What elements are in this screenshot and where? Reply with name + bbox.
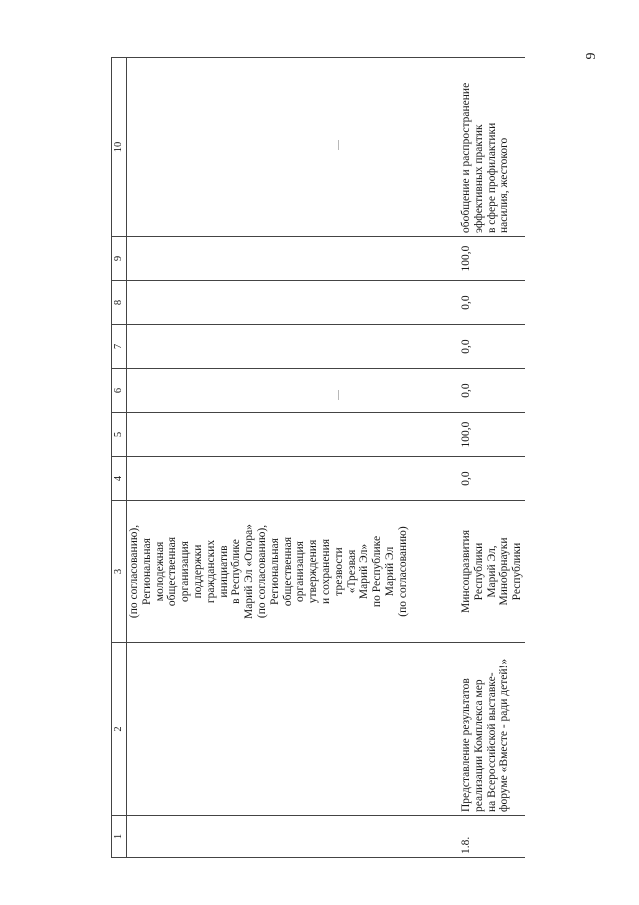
text-line: поддержки <box>191 544 204 599</box>
text-line: Марий Эл, <box>485 545 498 598</box>
value-cell-5: 100,0 <box>459 413 525 457</box>
text-line: реализации Комплекса мер <box>472 679 485 812</box>
text-line: (по согласованию), <box>255 524 268 619</box>
cell <box>127 643 460 816</box>
text-line: организация <box>294 541 307 602</box>
value-cell-4: 0,0 <box>459 457 525 501</box>
measures-table <box>111 57 525 858</box>
cell <box>127 369 460 413</box>
cell <box>127 325 460 369</box>
text-line: насилия, жестокого <box>498 137 511 233</box>
text-line: по Республике <box>371 535 384 608</box>
text-line: Республики <box>472 542 485 601</box>
rotated-table-wrapper <box>111 58 531 858</box>
col-header-3: 3 <box>112 501 127 643</box>
text-line: Представление результатов <box>460 678 472 812</box>
cell <box>127 413 460 457</box>
value-cell-9: 100,0 <box>459 237 525 281</box>
text-line: гражданских <box>204 539 217 604</box>
text-line: Марий Эл <box>383 546 396 597</box>
col-header-9: 9 <box>112 237 127 281</box>
col-header-7: 7 <box>112 325 127 369</box>
cell <box>127 237 460 281</box>
header-row <box>112 58 127 858</box>
text-line: утверждения <box>307 539 320 604</box>
text-line: Республики <box>511 542 524 601</box>
continued-executors-cell <box>127 501 460 643</box>
cell <box>127 281 460 325</box>
col-header-2: 2 <box>112 643 127 816</box>
text-line: (по согласованию), <box>128 524 140 619</box>
text-line: Региональная <box>140 538 153 605</box>
value-cell-8: 0,0 <box>459 281 525 325</box>
text-line: на Всероссийской выставке- <box>485 672 498 812</box>
text-line: Марий Эл» <box>358 543 371 600</box>
text-line: форуме «Вместе - ради детей!» <box>498 658 511 812</box>
cell <box>127 58 460 237</box>
text-line: в Республике <box>230 539 243 604</box>
text-line: Минсоцразвития <box>460 530 472 613</box>
item-number-cell: 1.8. <box>459 816 525 858</box>
text-line: Региональная <box>268 538 281 605</box>
text-line: эффективных практик <box>472 124 485 233</box>
text-line: организация <box>179 541 192 602</box>
text-line: и сохранения <box>319 538 332 605</box>
col-header-4: 4 <box>112 457 127 501</box>
text-line: общественная <box>281 536 294 607</box>
col-header-10: 10 <box>112 58 127 237</box>
page-number: 9 <box>584 52 599 60</box>
table-row-1-8 <box>459 58 525 858</box>
text-line: (по согласованию) <box>396 526 409 617</box>
col-header-1: 1 <box>112 816 127 858</box>
text-line: общественная <box>166 536 179 607</box>
value-cell-6: 0,0 <box>459 369 525 413</box>
cell <box>127 816 460 858</box>
text-line: молодежная <box>153 541 166 602</box>
continued-row <box>127 58 460 858</box>
col-header-8: 8 <box>112 281 127 325</box>
col-header-5: 5 <box>112 413 127 457</box>
text-line: инициатив <box>217 545 230 598</box>
executors-cell <box>459 501 525 643</box>
value-cell-7: 0,0 <box>459 325 525 369</box>
text-line: трезвости <box>332 547 345 596</box>
text-line: в сфере профилактики <box>485 122 498 233</box>
cell <box>127 457 460 501</box>
text-line: Марий Эл «Опора» <box>243 524 256 619</box>
text-line: обобщение и распространение <box>460 82 472 233</box>
text-line: Минобрнауки <box>498 537 511 606</box>
measure-description-cell <box>459 643 525 816</box>
expected-result-cell <box>459 58 525 237</box>
col-header-6: 6 <box>112 369 127 413</box>
text-line: «Трезвая <box>345 549 358 594</box>
